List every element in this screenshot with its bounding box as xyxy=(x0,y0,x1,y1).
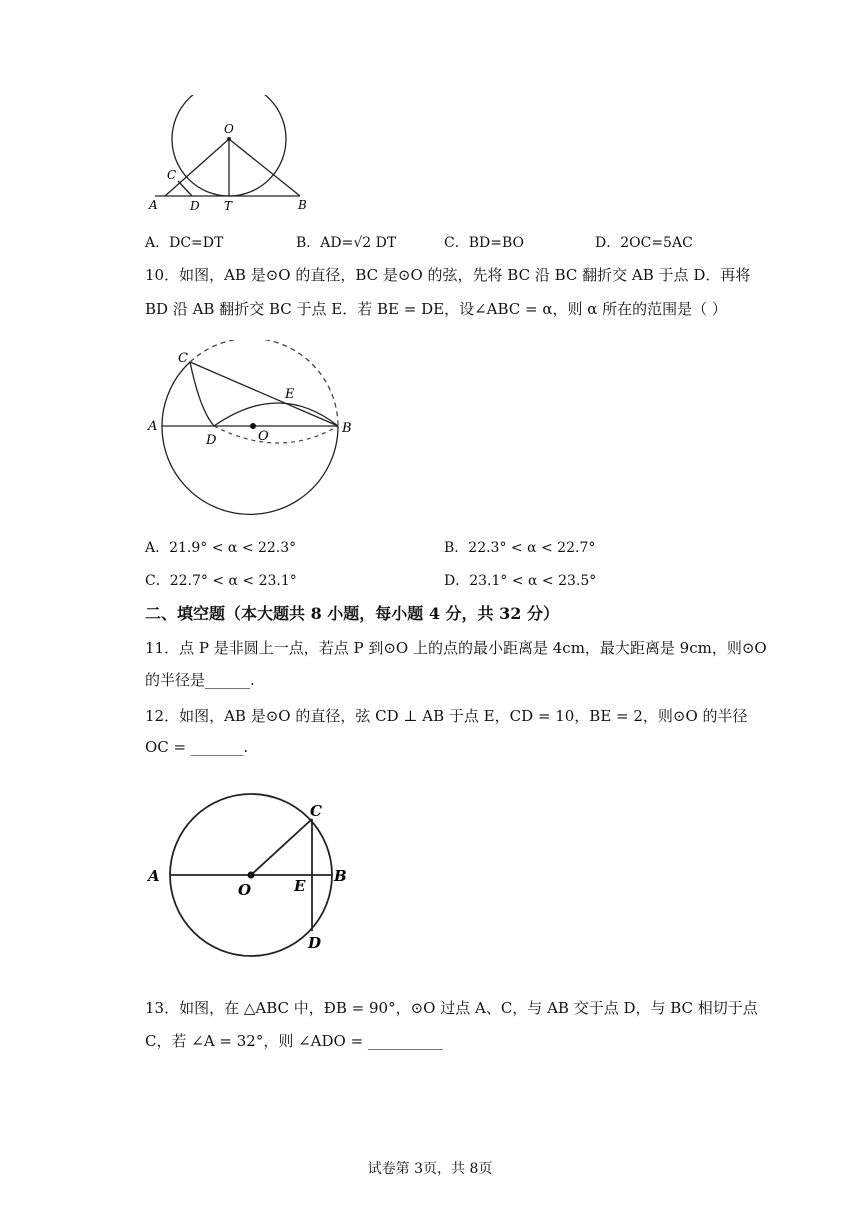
q13-stem-line1: 13．如图，在 △ABC 中，ÐB = 90°，⊙O 过点 A、C，与 AB 交于点 D，与 BC 相切于点 xyxy=(145,999,758,1017)
q10-option-b: B．22.3° < α < 22.7° xyxy=(444,540,596,556)
figure-q10 xyxy=(140,340,370,520)
figure-q9 xyxy=(140,95,340,220)
fig9-label-B: B xyxy=(298,198,307,212)
fig9-label-D: D xyxy=(190,199,200,213)
fig10-label-D: D xyxy=(206,433,217,448)
q10-stem-line2: BD 沿 AB 翻折交 BC 于点 E．若 BE = DE，设∠ABC = α，则 α 所在的范围是（ ） xyxy=(145,300,727,318)
fig10-label-E: E xyxy=(285,387,295,402)
fig10-label-A: A xyxy=(148,419,158,434)
figure-q12 xyxy=(140,790,370,965)
q10-option-d: D．23.1° < α < 23.5° xyxy=(444,573,597,589)
fig10-label-B: B xyxy=(342,421,352,436)
fig9-label-A: A xyxy=(149,198,158,212)
fig12-label-A: A xyxy=(148,867,160,885)
fig12-label-D: D xyxy=(308,934,322,952)
q9-option-c: C．BD=BO xyxy=(444,235,524,251)
fig12-label-O: O xyxy=(238,881,252,899)
q12-stem-line1: 12．如图，AB 是⊙O 的直径，弦 CD ⊥ AB 于点 E，CD = 10，BE = 2，则⊙O 的半径 xyxy=(145,707,748,725)
section-heading-fill-in: 二、填空题（本大题共 8 小题，每小题 4 分，共 32 分） xyxy=(145,604,559,623)
q13-stem-line2: C，若 ∠A = 32°，则 ∠ADO = __________ xyxy=(145,1032,443,1050)
page-footer: 试卷第 3页，共 8页 xyxy=(367,1161,493,1177)
q11-stem-line2: 的半径是______. xyxy=(145,671,255,689)
fig12-label-E: E xyxy=(294,877,306,895)
q12-stem-line2: OC = _______. xyxy=(145,738,249,756)
q11-stem-line1: 11．点 P 是非圆上一点，若点 P 到⊙O 上的点的最小距离是 4cm，最大距离是 9cm，则⊙O xyxy=(145,639,767,657)
fig10-label-C: C xyxy=(178,351,188,366)
q10-stem-line1: 10．如图，AB 是⊙O 的直径，BC 是⊙O 的弦，先将 BC 沿 BC 翻折交 AB 于点 D．再将 xyxy=(145,266,751,284)
q9-option-d: D．2OC=5AC xyxy=(595,235,693,251)
q9-option-a: A．DC=DT xyxy=(145,235,224,251)
q9-option-b: B．AD=√2 DT xyxy=(296,235,397,251)
fig12-label-C: C xyxy=(310,802,322,820)
fig12-label-B: B xyxy=(334,867,347,885)
fig9-label-C: C xyxy=(167,168,177,182)
q10-option-a: A．21.9° < α < 22.3° xyxy=(145,540,297,556)
q10-option-c: C．22.7° < α < 23.1° xyxy=(145,573,297,589)
fig9-label-T: T xyxy=(224,199,233,213)
fig9-label-O: O xyxy=(224,122,234,136)
fig10-label-O: O xyxy=(258,429,269,444)
